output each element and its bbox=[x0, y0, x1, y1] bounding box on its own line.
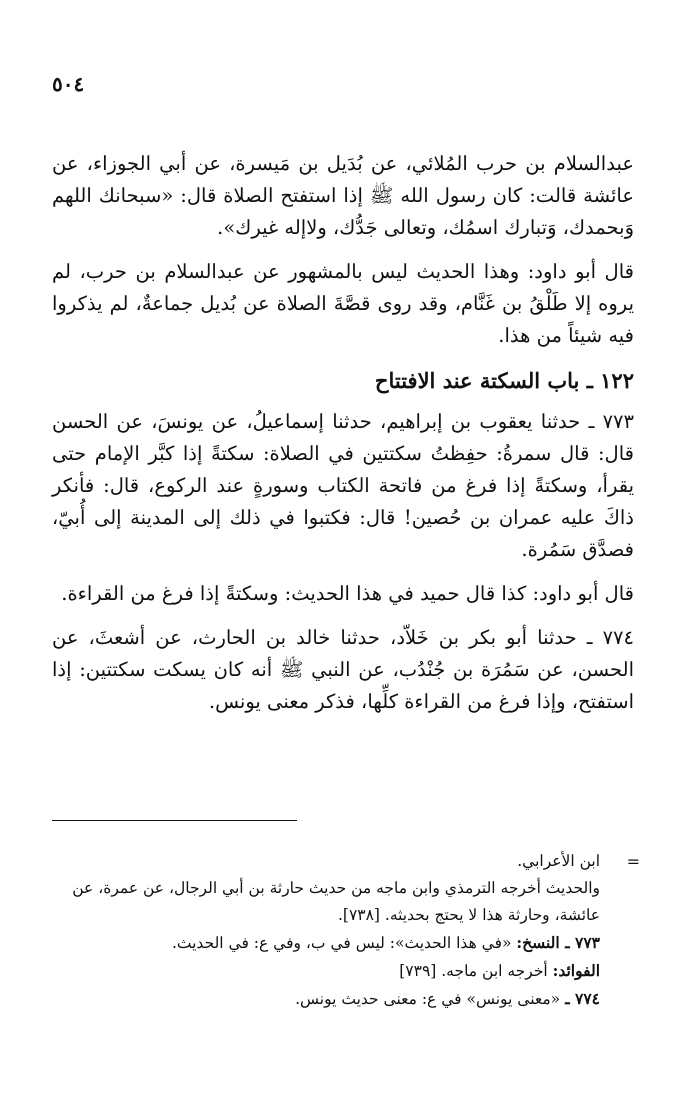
footnote-label: الفوائد: bbox=[552, 961, 600, 980]
footnote-line bbox=[52, 957, 634, 985]
page-number: ٥٠٤ bbox=[52, 72, 85, 96]
paragraph-hadith-continuation: عبدالسلام بن حرب المُلائي، عن بُدَيل بن مَيسرة، عن أبي الجوزاء، عن عائشة قالت: كان رسول الله ﷺ إذا استفتح الصلاة قال: «سبحانك اللهم وَبحمدك، وَتبارك اسمُك، وتعالى جَدُّك، ولاإله غيرك». bbox=[52, 152, 634, 239]
footnote-line: والحديث أخرجه الترمذي وابن ماجه من حديث حارثة بن أبي الرجال، عن عمرة، عن عائشة، وحارثة هذا لا يحتج بحديثه. [٧٣٨]. bbox=[72, 879, 600, 924]
footnote-label: ٧٧٣ ـ النسخ: bbox=[516, 933, 600, 952]
document-page bbox=[52, 60, 640, 1060]
paragraph-abu-dawud-comment-2: قال أبو داود: كذا قال حميد في هذا الحديث: وسكتةً إذا فرغ من القراءة. bbox=[61, 582, 634, 605]
footnote-separator bbox=[52, 820, 297, 821]
paragraph-hadith-773: ٧٧٣ ـ حدثنا يعقوب بن إبراهيم، حدثنا إسماعيلُ، عن يونسَ، عن الحسن قال: قال سمرةُ: حفِظتُ سكتتين في الصلاة: سكتةً إذا كبَّر الإمام حتى يقرأ، وسكتةً إذا فرغ من فاتحة الكتاب وسورةٍ عند الركوع، قال: فأنكر ذاكَ عليه عمران بن حُصين! قال: فكتبوا في ذلك إلى المدينة إلى أُبيّ، فصدَّق سَمُرة. bbox=[52, 410, 634, 561]
footnote-continuation-marker: = bbox=[626, 852, 640, 871]
footnote-text: «في هذا الحديث»: ليس في ب، وفي ع: في الحديث. bbox=[171, 934, 517, 952]
footnote-line bbox=[52, 929, 634, 957]
footnote-text: «معنى يونس» في ع: معنى حديث يونس. bbox=[295, 990, 566, 1008]
footnote-label: ٧٧٤ ـ bbox=[565, 989, 600, 1008]
main-text bbox=[52, 148, 634, 730]
footnote-line bbox=[52, 985, 634, 1013]
chapter-title: ١٢٢ ـ باب السكتة عند الافتتاح bbox=[374, 368, 634, 393]
paragraph-hadith-774: ٧٧٤ ـ حدثنا أبو بكر بن خَلاّد، حدثنا خالد بن الحارث، عن أشعثَ، عن الحسن، عن سَمُرَة بن جُنْدُب، عن النبي ﷺ أنه كان يسكت سكتتين: إذا استفتح، وإذا فرغ من القراءة كلِّها، فذكر معنى يونس. bbox=[52, 626, 634, 713]
paragraph-abu-dawud-comment-1: قال أبو داود: وهذا الحديث ليس بالمشهور عن عبدالسلام بن حرب، لم يروه إلا طَلْقُ بن غَنَّام، وقد روى قصَّةَ الصلاة عن بُديل جماعةٌ، لم يذكروا فيه شيئاً من هذا. bbox=[52, 260, 634, 347]
footnote-line: ابن الأعرابي. bbox=[517, 852, 600, 870]
footnote-text: أخرجه ابن ماجه. [٧٣٩] bbox=[399, 962, 553, 980]
footnotes bbox=[52, 848, 640, 1013]
